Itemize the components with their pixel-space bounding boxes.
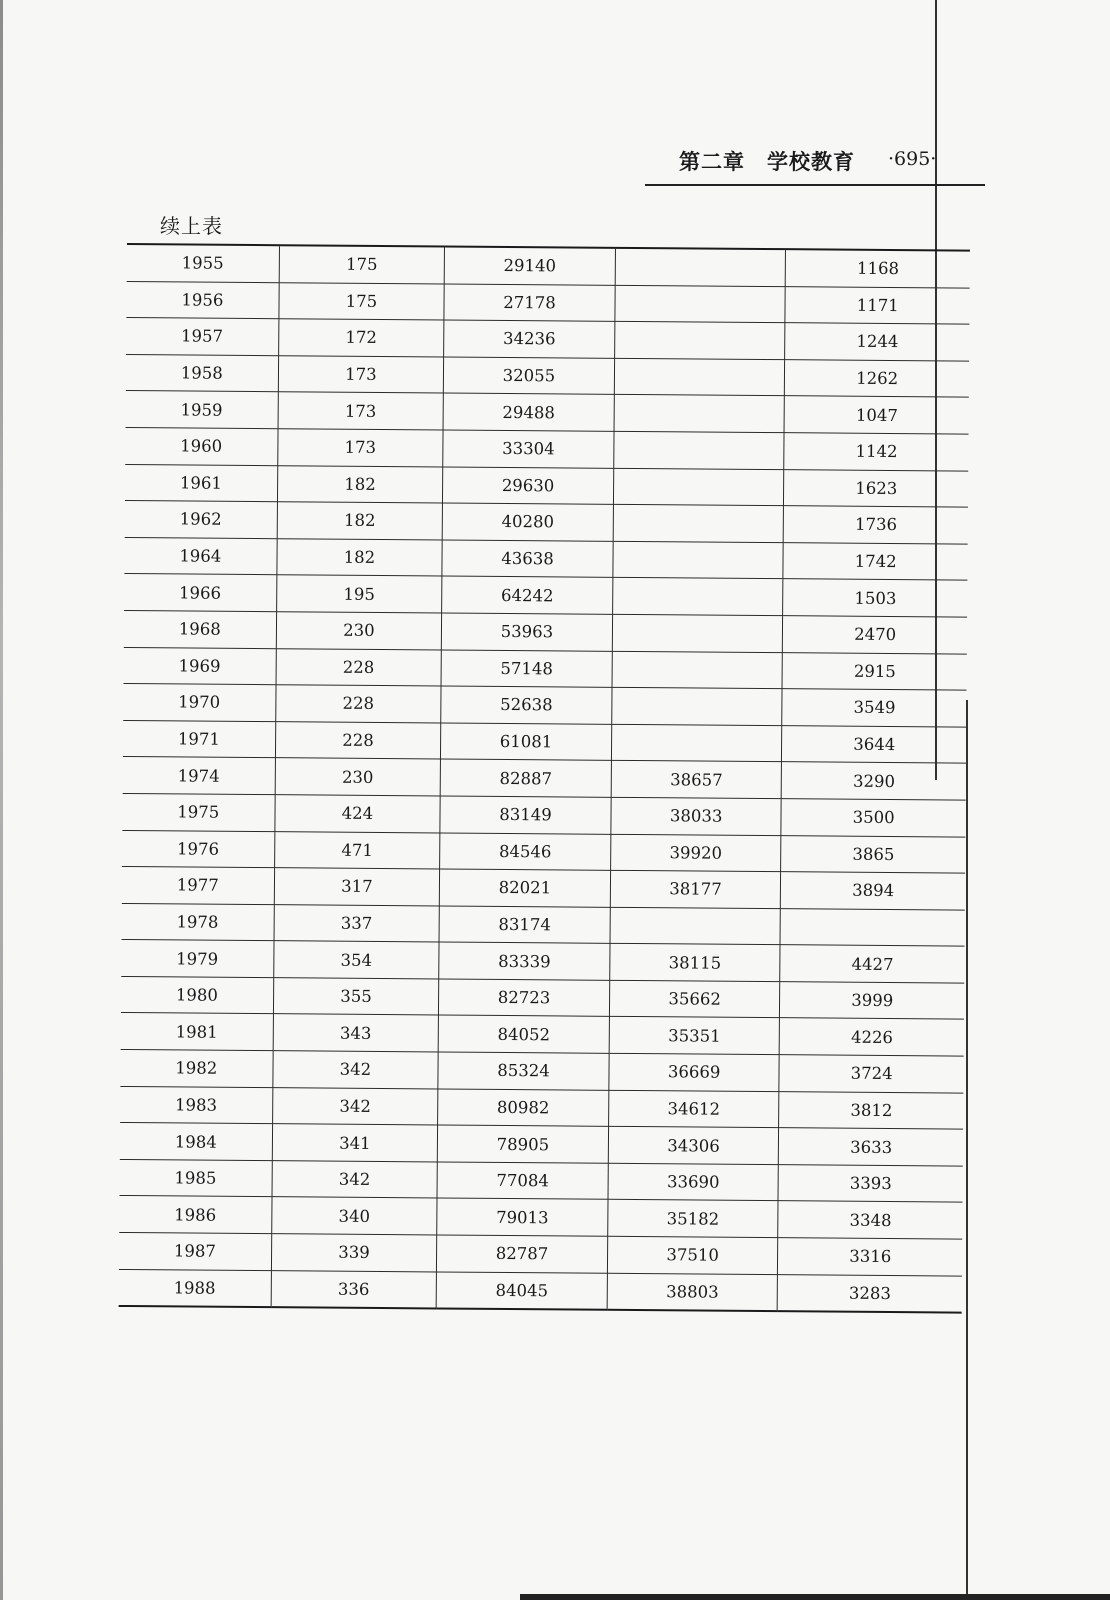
table-cell: 37510: [607, 1236, 778, 1274]
table-cell: 83149: [440, 796, 611, 834]
table-cell: 33304: [443, 430, 614, 468]
table-cell: 34236: [444, 320, 615, 358]
table-cell: 38177: [610, 870, 781, 908]
table-cell: 38803: [607, 1273, 778, 1311]
table-cell: 337: [274, 904, 440, 942]
table-cell: 172: [278, 319, 444, 357]
table-cell: [614, 431, 785, 469]
table-cell: 343: [273, 1014, 439, 1052]
table-cell: 82021: [440, 869, 611, 907]
chapter-title: 第二章 学校教育: [679, 150, 855, 174]
table-cell: 3812: [779, 1091, 963, 1129]
table-cell: 83339: [439, 942, 610, 980]
table-cell: 29140: [444, 246, 615, 284]
table-cell: 3644: [782, 725, 966, 763]
table-cell: [615, 285, 786, 323]
table-cell: 29630: [443, 467, 614, 505]
table-cell: 317: [274, 868, 440, 906]
table-cell: 1980: [121, 976, 273, 1014]
table-cell: 61081: [441, 723, 612, 761]
table-cell: 1047: [784, 396, 968, 434]
table-cell: 82723: [439, 979, 610, 1017]
table-cell: 43638: [442, 540, 613, 578]
page-header: [645, 144, 985, 186]
table-cell: [611, 724, 782, 762]
table-cell: 228: [275, 685, 441, 723]
table-cell: 1262: [785, 359, 969, 397]
table-cell: 1244: [785, 323, 969, 361]
table-cell: 1957: [126, 318, 278, 356]
table-cell: 175: [279, 282, 445, 320]
table-cell: 1736: [784, 506, 968, 544]
table-cell: 3724: [779, 1055, 963, 1093]
table-cell: 1961: [125, 464, 277, 502]
table-cell: 3633: [779, 1128, 963, 1166]
table-cell: [612, 614, 783, 652]
table-cell: 3894: [781, 872, 965, 910]
table-cell: 342: [272, 1087, 438, 1125]
table-cell: 230: [276, 612, 442, 650]
table-cell: 336: [271, 1270, 437, 1308]
table-cell: 77084: [437, 1162, 608, 1200]
table-cell: 1976: [122, 830, 274, 868]
page-margin-rule-lower: [966, 700, 968, 1600]
table-cell: 1955: [127, 244, 279, 282]
table-cell: 173: [278, 392, 444, 430]
table-cell: 1977: [122, 867, 274, 905]
table-cell: 1171: [785, 286, 969, 324]
table-cell: 36669: [609, 1053, 780, 1091]
table-cell: 339: [271, 1234, 437, 1272]
table-cell: 471: [274, 831, 440, 869]
table-cell: 84546: [440, 832, 611, 870]
table-cell: 2470: [783, 616, 967, 654]
table-cell: 1970: [123, 684, 275, 722]
table-cell: 39920: [610, 834, 781, 872]
table-cell: 1968: [124, 610, 276, 648]
scan-edge-bottom: [520, 1594, 1110, 1600]
page-number: ·695·: [888, 148, 937, 170]
table-cell: 35351: [609, 1017, 780, 1055]
table-cell: 84045: [436, 1272, 607, 1310]
table-cell: 1142: [784, 433, 968, 471]
table-cell: 78905: [437, 1125, 608, 1163]
table-cell: 35182: [608, 1200, 779, 1238]
statistics-table: [119, 243, 970, 1314]
table-cell: 34612: [608, 1090, 779, 1128]
table-cell: 1985: [120, 1159, 272, 1197]
table-cell: 355: [273, 978, 439, 1016]
table-cell: [614, 358, 785, 396]
table-cell: 195: [276, 575, 442, 613]
table-cell: 354: [273, 941, 439, 979]
table-cell: 175: [279, 245, 445, 283]
scan-edge-left: [0, 0, 3, 1600]
table-cell: 1960: [125, 427, 277, 465]
table-cell: 2915: [782, 652, 966, 690]
table-cell: 38657: [611, 761, 782, 799]
table-cell: 33690: [608, 1163, 779, 1201]
table-cell: 1742: [783, 542, 967, 580]
table-cell: 38033: [611, 797, 782, 835]
table-cell: 1956: [126, 281, 278, 319]
table-cell: 27178: [444, 284, 615, 322]
table-cell: 83174: [439, 906, 610, 944]
table-cell: 53963: [442, 613, 613, 651]
table-cell: 82787: [437, 1235, 608, 1273]
table-cell: [612, 651, 783, 689]
table-cell: [610, 907, 781, 945]
table-cell: 82887: [440, 759, 611, 797]
table-body: [119, 244, 970, 1313]
table-cell: 3500: [781, 799, 965, 837]
table-cell: 228: [275, 721, 441, 759]
table-cell: [612, 687, 783, 725]
table-cell: 85324: [438, 1052, 609, 1090]
table-cell: [613, 468, 784, 506]
table-cell: 1969: [124, 647, 276, 685]
table-cell: [613, 541, 784, 579]
table-cell: 52638: [441, 686, 612, 724]
table-cell: 1986: [119, 1196, 271, 1234]
table-cell: 1623: [784, 469, 968, 507]
table-cell: 32055: [444, 357, 615, 395]
table-cell: 3549: [782, 689, 966, 727]
table-cell: 173: [278, 355, 444, 393]
table-cell: [614, 322, 785, 360]
table-continued-label: 续上表: [160, 214, 223, 238]
table-cell: 342: [273, 1051, 439, 1089]
table-cell: 1988: [119, 1269, 271, 1307]
table-cell: 1982: [120, 1050, 272, 1088]
table-cell: 35662: [609, 980, 780, 1018]
table-cell: 3865: [781, 835, 965, 873]
table-cell: [615, 248, 786, 286]
table-cell: 1503: [783, 579, 967, 617]
table-cell: 1974: [123, 757, 275, 795]
table-cell: 1979: [121, 940, 273, 978]
table-cell: 80982: [438, 1089, 609, 1127]
table-cell: 40280: [442, 503, 613, 541]
table-cell: 3316: [778, 1238, 962, 1276]
table-cell: 57148: [441, 650, 612, 688]
table-cell: 1975: [122, 793, 274, 831]
table-cell: 4226: [780, 1018, 964, 1056]
table-cell: 1962: [125, 501, 277, 539]
table-cell: 4427: [780, 945, 964, 983]
table-cell: 230: [275, 758, 441, 796]
table-cell: 38115: [610, 944, 781, 982]
table-cell: 79013: [437, 1198, 608, 1236]
table-cell: 182: [277, 502, 443, 540]
table-cell: 1168: [786, 249, 970, 288]
table-row: [119, 1269, 962, 1313]
table-cell: 1959: [126, 391, 278, 429]
table-cell: [780, 908, 964, 946]
table-cell: 64242: [442, 576, 613, 614]
table-cell: 3283: [778, 1274, 962, 1313]
table-cell: 1987: [119, 1233, 271, 1271]
table-cell: 29488: [443, 393, 614, 431]
table-cell: [614, 395, 785, 433]
table-cell: 1958: [126, 354, 278, 392]
table-cell: 1971: [123, 720, 275, 758]
table-cell: 3348: [778, 1201, 962, 1239]
table-cell: 34306: [608, 1127, 779, 1165]
table-cell: 182: [277, 465, 443, 503]
table-cell: 1983: [120, 1086, 272, 1124]
table-cell: [612, 578, 783, 616]
table-cell: 228: [276, 648, 442, 686]
table-cell: 341: [272, 1124, 438, 1162]
table-cell: 182: [277, 538, 443, 576]
table-cell: 3999: [780, 982, 964, 1020]
table-cell: 84052: [438, 1015, 609, 1053]
table-cell: 342: [272, 1161, 438, 1199]
table-cell: 340: [271, 1197, 437, 1235]
table-cell: 1966: [124, 574, 276, 612]
table-cell: 1984: [120, 1123, 272, 1161]
table-cell: 424: [275, 795, 441, 833]
table-cell: 3290: [782, 762, 966, 800]
table-cell: 1978: [122, 903, 274, 941]
table-cell: [613, 504, 784, 542]
table-cell: 173: [277, 429, 443, 467]
table-cell: 3393: [778, 1164, 962, 1202]
table-cell: 1964: [124, 537, 276, 575]
table-cell: 1981: [121, 1013, 273, 1051]
